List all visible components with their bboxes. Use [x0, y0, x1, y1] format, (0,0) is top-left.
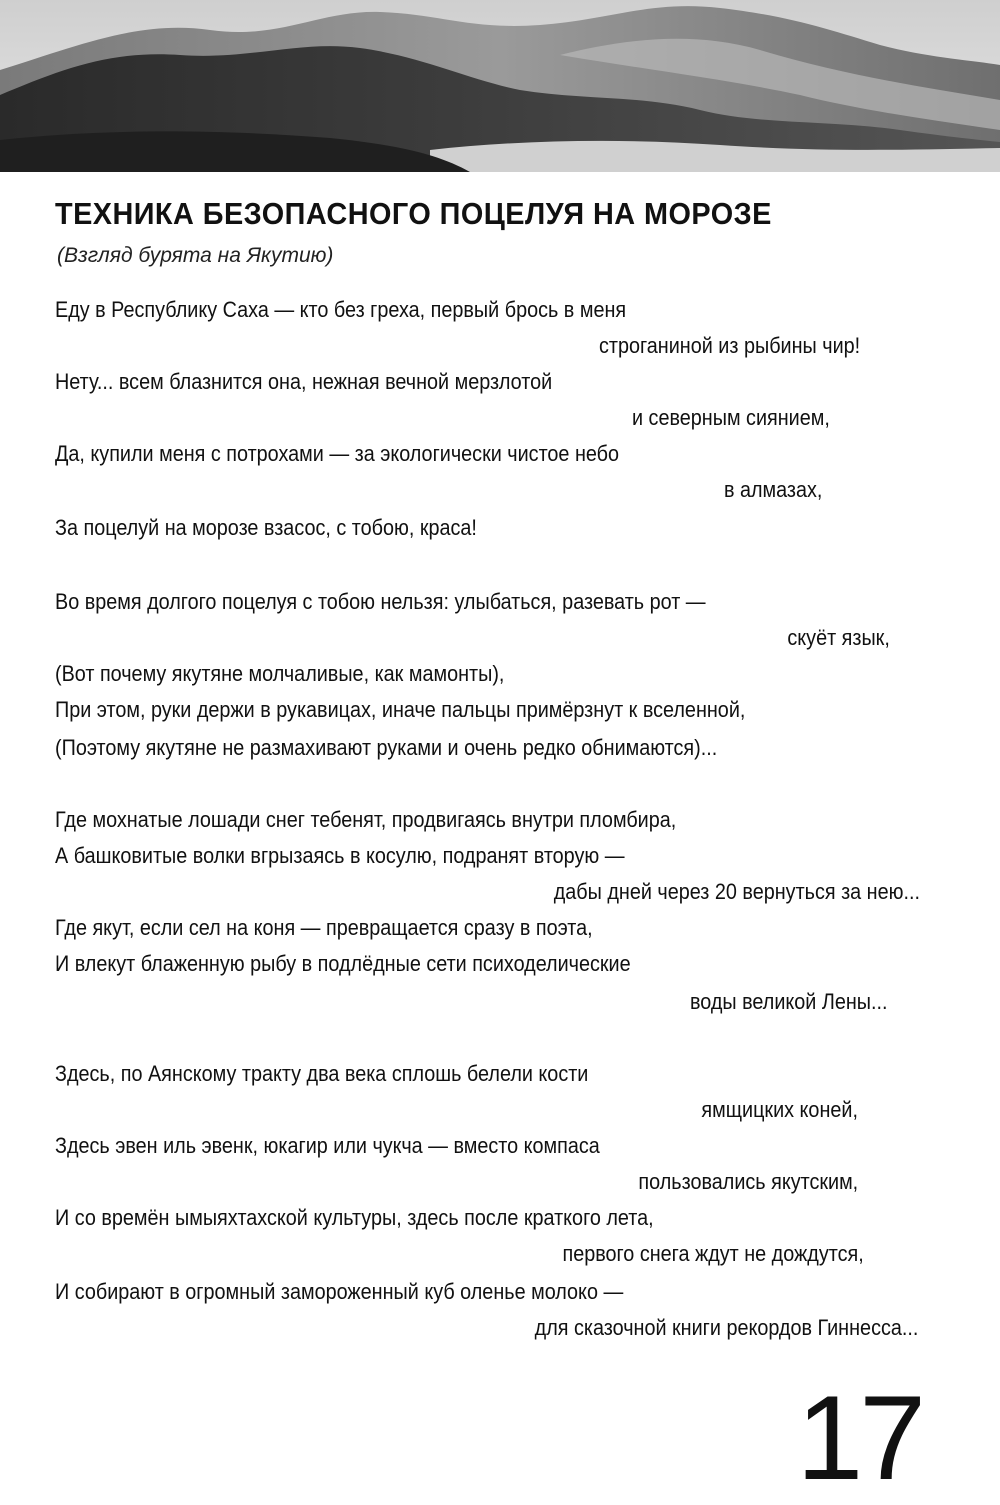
poem-line: Где мохнатые лошади снег тебенят, продвигаясь внутри пломбира,	[55, 807, 677, 832]
mountain-landscape-photo	[0, 0, 1000, 172]
poem-line: А башковитые волки вгрызаясь в косулю, подранят вторую —	[55, 843, 625, 868]
poem-line: и северным сиянием,	[632, 405, 830, 430]
page-subtitle: (Взгляд бурята на Якутию)	[57, 244, 334, 267]
poem-line: И со времён ымыяхтахской культуры, здесь после краткого лета,	[55, 1205, 654, 1230]
poem-line: И влекут блаженную рыбу в подлёдные сети психоделические	[55, 951, 631, 976]
poem-line: Здесь эвен иль эвенк, юкагир или чукча — вместо компаса	[55, 1133, 600, 1158]
page-title: ТЕХНИКА БЕЗОПАСНОГО ПОЦЕЛУЯ НА МОРОЗЕ	[55, 196, 772, 231]
poem-line: строганиной из рыбины чир!	[598, 333, 860, 358]
poem-line: Нету... всем блазнится она, нежная вечной мерзлотой	[55, 369, 553, 394]
poem-line: Здесь, по Аянскому тракту два века сплошь белели кости	[55, 1061, 589, 1086]
poem-line: Где якут, если сел на коня — превращается сразу в поэта,	[55, 915, 593, 940]
poem-line: дабы дней через 20 вернуться за нею...	[553, 879, 920, 904]
poem-line: скуёт язык,	[787, 625, 890, 650]
page-number: 17	[796, 1371, 922, 1505]
poem-line: Да, купили меня с потрохами — за экологически чистое небо	[55, 441, 620, 466]
poem-line: Еду в Республику Саха — кто без греха, первый брось в меня	[55, 297, 627, 322]
poem-line: в алмазах,	[723, 477, 822, 502]
poem-line: (Вот почему якутяне молчаливые, как мамонты),	[55, 661, 505, 686]
mountain-photo-image	[0, 0, 1000, 172]
poem-line: воды великой Лены...	[690, 989, 888, 1014]
poem-line: И собирают в огромный замороженный куб оленье молоко —	[55, 1279, 624, 1304]
poem-line: ямщицких коней,	[701, 1097, 858, 1122]
poem-line: пользовались якутским,	[638, 1169, 858, 1194]
poem-line: При этом, руки держи в рукавицах, иначе пальцы примёрзнут к вселенной,	[55, 697, 746, 722]
poem-line: Во время долгого поцелуя с тобою нельзя: улыбаться, разевать рот —	[55, 589, 706, 614]
poem-line: первого снега ждут не дождутся,	[562, 1241, 864, 1266]
poem-line: За поцелуй на морозе взасос, с тобою, краса!	[55, 515, 477, 540]
poem-line: (Поэтому якутяне не размахивают руками и очень редко обнимаются)...	[55, 735, 718, 760]
poem-line: для сказочной книги рекордов Гиннесса...	[534, 1315, 918, 1340]
